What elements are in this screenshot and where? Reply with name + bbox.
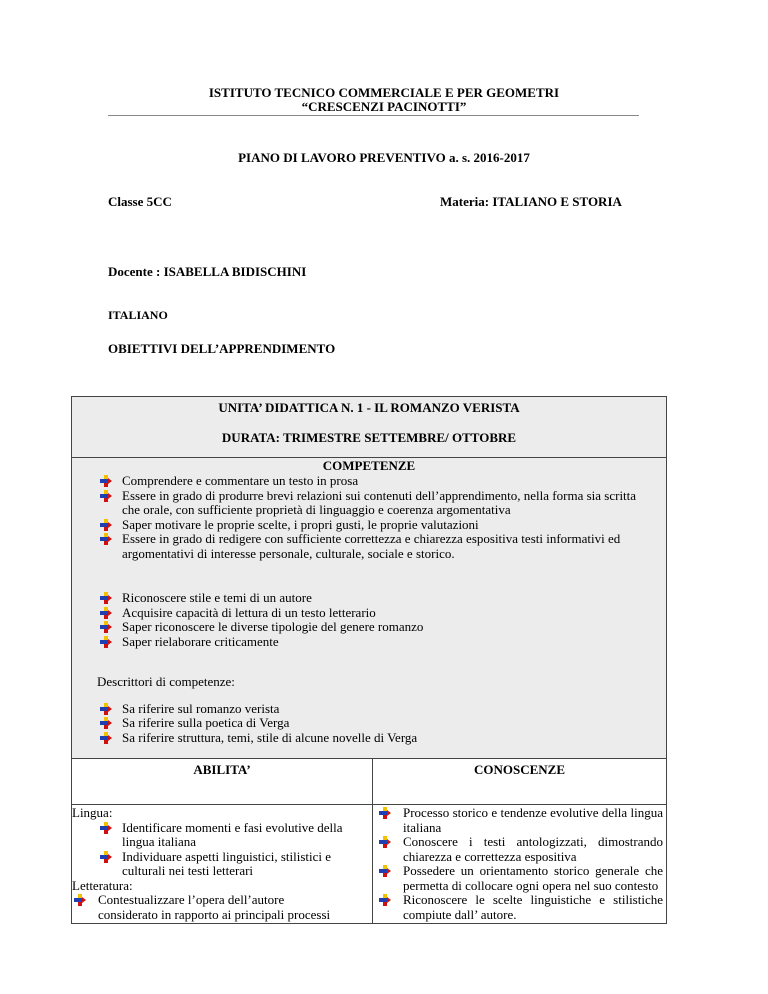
arrow-bullet-icon [74, 894, 86, 906]
arrow-bullet-icon [100, 607, 112, 619]
subject-label: Materia: ITALIANO E STORIA [440, 194, 622, 209]
institute-header [0, 86, 768, 114]
competenze-list-2 [72, 591, 666, 649]
school-name: “CRESCENZI PACINOTTI” [301, 99, 467, 114]
list-item: Individuare aspetti linguistici, stilistici e culturali nei testi letterari [72, 850, 372, 879]
list-item: Acquisire capacità di lettura di un testo letterario [72, 606, 666, 621]
unit-table [71, 396, 667, 924]
arrow-bullet-icon [379, 894, 391, 906]
arrow-bullet-icon [100, 822, 112, 834]
arrow-bullet-icon [100, 851, 112, 863]
class-label: Classe 5CC [108, 194, 172, 209]
list-item: Riconoscere stile e temi di un autore [72, 591, 666, 606]
list-item: Saper rielaborare criticamente [72, 635, 666, 650]
descrittori-list [72, 702, 666, 746]
arrow-bullet-icon [100, 621, 112, 633]
arrow-bullet-icon [100, 475, 112, 487]
institute-name: ISTITUTO TECNICO COMMERCIALE E PER GEOMETRI [208, 85, 560, 100]
conoscenze-cell [373, 805, 667, 924]
list-item: Essere in grado di redigere con sufficiente correttezza e chiarezza espositiva testi informativi ed argomentativi di interesse personale, culturale, sociale e storico. [72, 532, 666, 561]
list-item: Processo storico e tendenze evolutive della lingua italiana [373, 806, 663, 835]
teacher-label: Docente : ISABELLA BIDISCHINI [108, 264, 307, 279]
unit-title: UNITA’ DIDATTICA N. 1 - IL ROMANZO VERISTA [218, 400, 520, 415]
arrow-bullet-icon [379, 836, 391, 848]
list-item: Contestualizzare l’opera dell’autore considerato in rapporto ai principali processi [72, 893, 372, 922]
list-item: Essere in grado di produrre brevi relazioni sui contenuti dell’apprendimento, nella forma sia scritta che orale, con sufficiente proprietà di linguaggio e coerenza argomentativa [72, 489, 666, 518]
arrow-bullet-icon [100, 490, 112, 502]
section-title: ITALIANO [108, 308, 168, 322]
lingua-label: Lingua: [72, 805, 113, 820]
arrow-bullet-icon [100, 703, 112, 715]
plan-title: PIANO DI LAVORO PREVENTIVO a. s. 2016-2017 [238, 150, 530, 165]
descrittori-label: Descrittori di competenze: [97, 674, 235, 689]
list-item: Sa riferire sul romanzo verista [72, 702, 666, 717]
competenze-list [72, 474, 666, 561]
list-item: Sa riferire sulla poetica di Verga [72, 716, 666, 731]
objectives-title: OBIETTIVI DELL’APPRENDIMENTO [108, 341, 336, 356]
arrow-bullet-icon [100, 717, 112, 729]
list-item: Identificare momenti e fasi evolutive della lingua italiana [72, 821, 372, 850]
list-item: Sa riferire struttura, temi, stile di alcune novelle di Verga [72, 731, 666, 746]
arrow-bullet-icon [100, 519, 112, 531]
competenze-cell [72, 458, 667, 759]
abilita-header: ABILITA’ [72, 759, 373, 805]
arrow-bullet-icon [379, 807, 391, 819]
list-item: Riconoscere le scelte linguistiche e stilistiche compiute dall’ autore. [373, 893, 663, 922]
conoscenze-header: CONOSCENZE [373, 759, 667, 805]
arrow-bullet-icon [379, 865, 391, 877]
arrow-bullet-icon [100, 533, 112, 545]
header-divider [108, 115, 639, 116]
list-item: Saper motivare le proprie scelte, i propri gusti, le proprie valutazioni [72, 518, 666, 533]
conoscenze-list [373, 806, 663, 922]
arrow-bullet-icon [100, 732, 112, 744]
list-item: Comprendere e commentare un testo in prosa [72, 474, 666, 489]
arrow-bullet-icon [100, 592, 112, 604]
abilita-cell [72, 805, 373, 924]
arrow-bullet-icon [100, 636, 112, 648]
letteratura-label: Letteratura: [72, 877, 133, 893]
unit-duration: DURATA: TRIMESTRE SETTEMBRE/ OTTOBRE [221, 430, 517, 445]
competenze-title: COMPETENZE [322, 458, 416, 473]
list-item: Possedere un orientamento storico generale che permetta di collocare ogni opera nel suo contesto [373, 864, 663, 893]
list-item: Saper riconoscere le diverse tipologie del genere romanzo [72, 620, 666, 635]
unit-header-cell [72, 397, 667, 458]
list-item: Conoscere i testi antologizzati, dimostrando chiarezza e correttezza espositiva [373, 835, 663, 864]
